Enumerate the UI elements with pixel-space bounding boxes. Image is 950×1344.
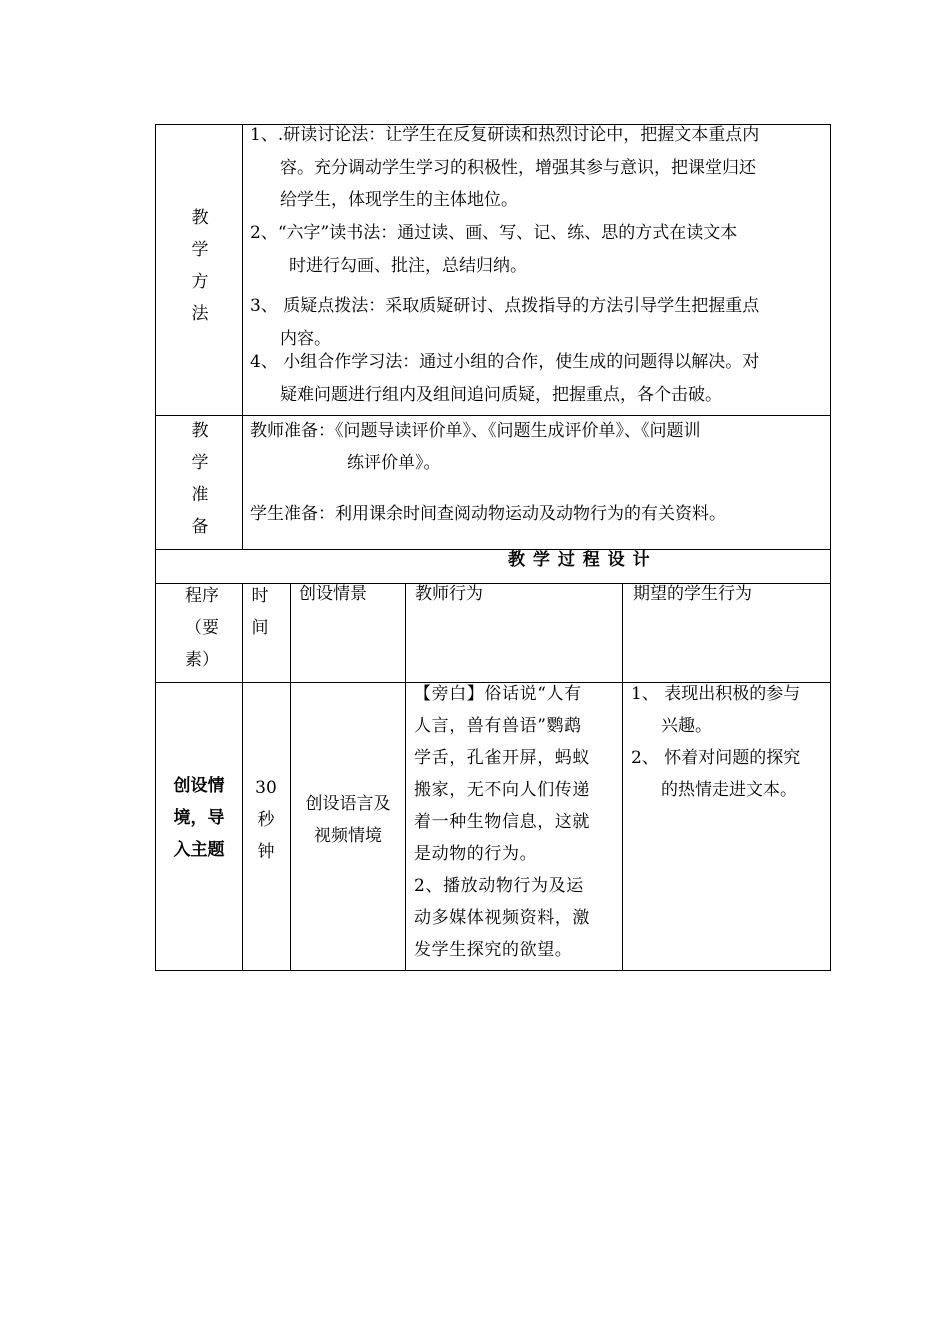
- col-divider-time: [290, 583, 291, 970]
- row-teacher-line: 2、播放动物行为及运: [414, 876, 584, 896]
- method-item-3-line-2: 内容。: [280, 329, 331, 349]
- row-divider-header-body: [155, 682, 831, 683]
- row-teacher-line: 是动物的行为。: [414, 844, 538, 864]
- method-item-2-line-2: 时进行勾画、批注，总结归纳。: [289, 256, 527, 276]
- col-divider-scene: [405, 583, 406, 970]
- prep-label: [185, 415, 215, 543]
- prep-label-char: 备: [191, 517, 209, 537]
- row-teacher-line: 人言，兽有兽语”鹦鹉: [414, 716, 582, 736]
- table-left-border: [155, 124, 156, 971]
- row-divider-method-prep: [155, 415, 831, 416]
- row-student-line: 兴趣。: [661, 716, 712, 736]
- row-student-line: 的热情走进文本。: [661, 780, 797, 800]
- row-step: [163, 770, 235, 866]
- header-step-line: （要: [185, 618, 219, 638]
- row-teacher-line: 着一种生物信息，这就: [414, 812, 590, 832]
- row-step-line: 入主题: [173, 840, 225, 860]
- method-label-char: 法: [191, 304, 209, 324]
- header-time-line: 时: [251, 586, 269, 606]
- label-column-divider: [242, 124, 243, 549]
- col-divider-teacher: [622, 583, 623, 970]
- method-item-1-line-2: 容。充分调动学生学习的积极性，增强其参与意识，把课堂归还: [280, 158, 756, 178]
- header-teacher: 教师行为: [415, 584, 483, 604]
- row-teacher-line: 搬家，无不向人们传递: [414, 780, 590, 800]
- row-time: [251, 772, 281, 868]
- header-time: [248, 580, 272, 644]
- method-item-4-line-2: 疑难问题进行组内及组间追问质疑，把握重点，各个击破。: [280, 385, 722, 405]
- method-item-4-line-1: 4、 小组合作学习法：通过小组的合作，使生成的问题得以解决。对: [250, 352, 760, 372]
- header-time-line: 间: [251, 618, 269, 638]
- method-label-char: 教: [191, 208, 209, 228]
- row-teacher-line: 【旁白】俗话说“人有: [414, 684, 582, 704]
- process-title: 教 学 过 程 设 计: [508, 550, 651, 570]
- method-label-char: 方: [191, 272, 209, 292]
- student-prep-line: 学生准备：利用课余时间查阅动物运动及动物行为的有关资料。: [250, 504, 726, 524]
- header-student: 期望的学生行为: [633, 584, 752, 604]
- method-item-3-line-1: 3、 质疑点拨法：采取质疑研讨、点拨指导的方法引导学生把握重点: [250, 296, 760, 316]
- row-student-line: 2、 怀着对问题的探究: [631, 748, 801, 768]
- method-item-1-line-1: 1、.研读讨论法：让学生在反复研读和热烈讨论中，把握文本重点内: [250, 125, 760, 145]
- row-scene-line: 视频情境: [314, 826, 382, 846]
- row-teacher-line: 学舌，孔雀开屏，蚂蚁: [414, 748, 590, 768]
- row-divider-prep-title: [155, 549, 831, 550]
- teacher-prep-line-2: 练评价单》。: [347, 453, 441, 473]
- row-student-line: 1、 表现出积极的参与: [631, 684, 801, 704]
- row-step-line: 创设情: [173, 776, 225, 796]
- header-scene: 创设情景: [299, 584, 367, 604]
- row-teacher-line: 发学生探究的欲望。: [414, 940, 573, 960]
- teacher-prep-line-1: 教师准备：《问题导读评价单》、《问题生成评价单》、《问题训: [250, 421, 701, 441]
- table-right-border: [830, 124, 831, 971]
- table-bottom-border: [155, 970, 831, 971]
- method-item-1-line-3: 给学生，体现学生的主体地位。: [280, 190, 518, 210]
- header-step-line: 素）: [185, 650, 219, 670]
- row-teacher-line: 动多媒体视频资料，激: [414, 908, 590, 928]
- row-time-line: 30: [255, 778, 277, 798]
- header-step: [172, 580, 232, 676]
- method-item-2-line-1: 2、“六字”读书法：通过读、画、写、记、练、思的方式在读文本: [250, 223, 738, 243]
- row-scene-line: 创设语言及: [305, 794, 391, 814]
- row-time-line: 钟: [257, 842, 275, 862]
- row-step-line: 境，导: [173, 808, 225, 828]
- prep-label-char: 教: [191, 421, 209, 441]
- row-scene: [295, 788, 401, 852]
- prep-label-char: 学: [191, 453, 209, 473]
- method-label-char: 学: [191, 240, 209, 260]
- header-step-line: 程序: [185, 586, 219, 606]
- row-time-line: 秒: [257, 810, 275, 830]
- method-label: [185, 202, 215, 330]
- prep-label-char: 准: [191, 485, 209, 505]
- col-divider-step: [242, 583, 243, 970]
